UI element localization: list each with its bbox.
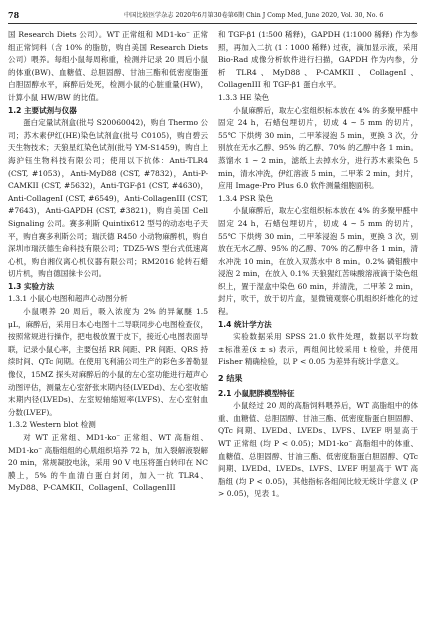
page-number: 78 [8,10,20,20]
subsection-heading: 1.3.1 小鼠心电图和超声心动图分析 [8,294,128,304]
right-column [218,29,418,501]
paragraph: 国 Research Diets 公司）。WT 正常组和 MD1-ko⁻ 正常组正常饲料（含 10% 的脂肪，购自美国 Research Diets 公司）喂养。每组小鼠每周称重，检测并记录 20 周后小鼠的体重(BW)、血糖值、总胆固醇、甘油三酯和低密度脂蛋白胆固醇水平，麻醉后处死，检测小鼠的心脏重量(HW)，计算小鼠 HW/BW 的比值。 [8,30,208,102]
running-header [8,11,417,24]
paragraph: 小鼠麻醉后，取左心室组织标本放在 4% 的多聚甲醛中固定 24 h，石蜡包埋切片，切成 4 ~ 5 mm 的切片，55℃ 下烘烤 30 min，二甲苯浸泡 5 min，更换 3 次，分别放在无水乙醇、95% 的乙醇、70% 的乙醇中各 1 min。蒸馏水 1 ~ 2 min，滤纸上去掉水分，进行苏木素染色 5 min，清水冲洗，伊红溶液 5 min，二甲苯 2 min，封片，应用 Image-Pro Plus 6.0 软件测量细胞面积。 [218,105,418,191]
paragraph: 小鼠麻醉后，取左心室组织标本放在 4% 的多聚甲醛中固定 24 h，石蜡包埋切片，切成 4 ~ 5 mm 的切片，55℃ 下烘烤 30 min，二甲苯浸泡 5 min，更换 3 次，别放在无水乙醇、95% 的乙醇、70% 的乙醇中各 1 min，清水冲洗 10 min，在放入双蒸水中 8 min。0.2% 磷钼酸中浸泡 2 min，在放入 0.1% 天狼猩红苦味酸溶液滴于染色组织上，置于湿盒中染色 60 min，并清洗，二甲苯 2 min，封片，吹干，放于切片盒，显微镜观察心肌组织纤维化的过程。 [218,206,418,317]
left-column [8,29,208,495]
paragraph: 实验数据采用 SPSS 21.0 软件处理，数据以平均数±标准差(x̄ ± s) 表示，两组间比较采用 t 检验，并使用 Fisher 精确检验，以 P < 0.05 为差异有统计学意义。 [218,332,418,367]
subsection-heading: 1.3.2 Western blot 检测 [8,420,96,430]
section-heading: 1.4 统计学方法 [218,319,272,329]
paragraph: 小鼠经过 20 周的高脂饲料喂养后，WT 高脂组中的体重、血糖值、总胆固醇、甘油三酯、低密度脂蛋白胆固醇、QTc 间期、LVEDd、LVEDs、LVFS、LVEF 明显高于 WT 正常组 (均 P < 0.05)；MD1-ko⁻ 高脂组中的体重、血糖值、总胆固醇、甘油三酯、低密度脂蛋白胆固醇、QTc 间期、LVEDd、LVEDs、LVFS、LVEF 明显高于 WT 高脂组 (均 P < 0.05)，其他指标各组间比较无统计学意义 (P > 0.05)，见表 1。 [218,401,418,499]
subsection-heading: 1.3.4 PSR 染色 [218,193,274,203]
section-heading: 2.1 小鼠肥胖模型特征 [218,388,295,398]
paragraph: 小鼠喂养 20 周后，吸入浓度为 2% 的异氟醚 1.5 μL，麻醉后，采用日本心电图十二导联同步心电图检查仪，按照常规进行操作，把电极放置于皮下，接近心电图表面导联，记录小鼠心率，主要包括 RR 间距、PR 间距、QRS 持续时间、QTc 间期。在使用飞利浦公司生产的彩色多普勒显像仪，15MZ 探头对麻醉后的小鼠的左心室功能进行超声心动图评估，测量左心室舒张末期内径(LVEDd)、左心室收缩末期内径(LVEDs)、左室短轴缩短率(LVFS)、左心室射血分数(LVEF)。 [8,307,208,417]
section-heading: 1.3 实验方法 [8,281,55,291]
paragraph: 蛋白定量试剂盒(批号 S20060042)，购自 Thermo 公司；苏木素伊红(HE)染色试剂盒(批号 C0105)，购自碧云天生物技术；天狼星红染色试剂(批号 YM-S1459)，购自上海沪钰生物科技有限公司；使用以下抗体：Anti-TLR4 (CST, #1053)，Anti-MyD88 (CST, #7832)，Anti-P-CAMKII (CST, #5632)，Anti-TGF-β1 (CST, #4630)，Anti-CollagenI (CST, #6549)，Anti-CollagenIII (CST, #7643)，Anti-GAPDH (CST, #3821)，购自美国 Cell Signaling 公司。赛多利斯 Quintix612 型号的动态电子天平，购自赛多利斯公司；瑞沃德 R450 小动物麻醉机，购自深圳市瑞沃德生命科技有限公司；TDZ5-WS 型台式低速离心机，购自湘仪离心机仪器有限公司；RM2016 轮转石蜡切片机，购自德国徕卡公司。 [8,118,208,279]
journal-title: 中国比较医学杂志 2020年6月第30卷第6期 Chin J Comp Med, June 2020, Vol. 30, No. 6 [124,12,384,19]
paragraph: 和 TGF-β1 (1∶500 稀释)，GAPDH (1∶1000 稀释) 作为参照，再加入二抗 (1∶1000 稀释) 过夜，滴加显示液，采用 Bio-Rad 成像分析软件进行扫描，GAPDH 作为内参，分析 TLR4、MyD88、P-CAMKII、CollagenI、CollagenIII 和 TGF-β1 蛋白水平。 [218,30,418,90]
section-heading: 1.2 主要试剂与仪器 [8,105,77,115]
subsection-heading: 1.3.3 HE 染色 [218,92,270,102]
chapter-heading: 2 结果 [218,374,243,384]
paragraph: 对 WT 正常组、MD1-ko⁻ 正常组、WT 高脂组、MD1-ko⁻ 高脂组组的心肌组织培养 72 h，加入裂解液裂解 20 min，常规凝胶电泳，采用 90 V 电压将蛋白转印在 NC 膜上，5% 的牛血清白蛋白封闭，加入一抗 TLR4、MyD88、P-CAMKII、CollagenI、CollagenIII [8,433,208,493]
